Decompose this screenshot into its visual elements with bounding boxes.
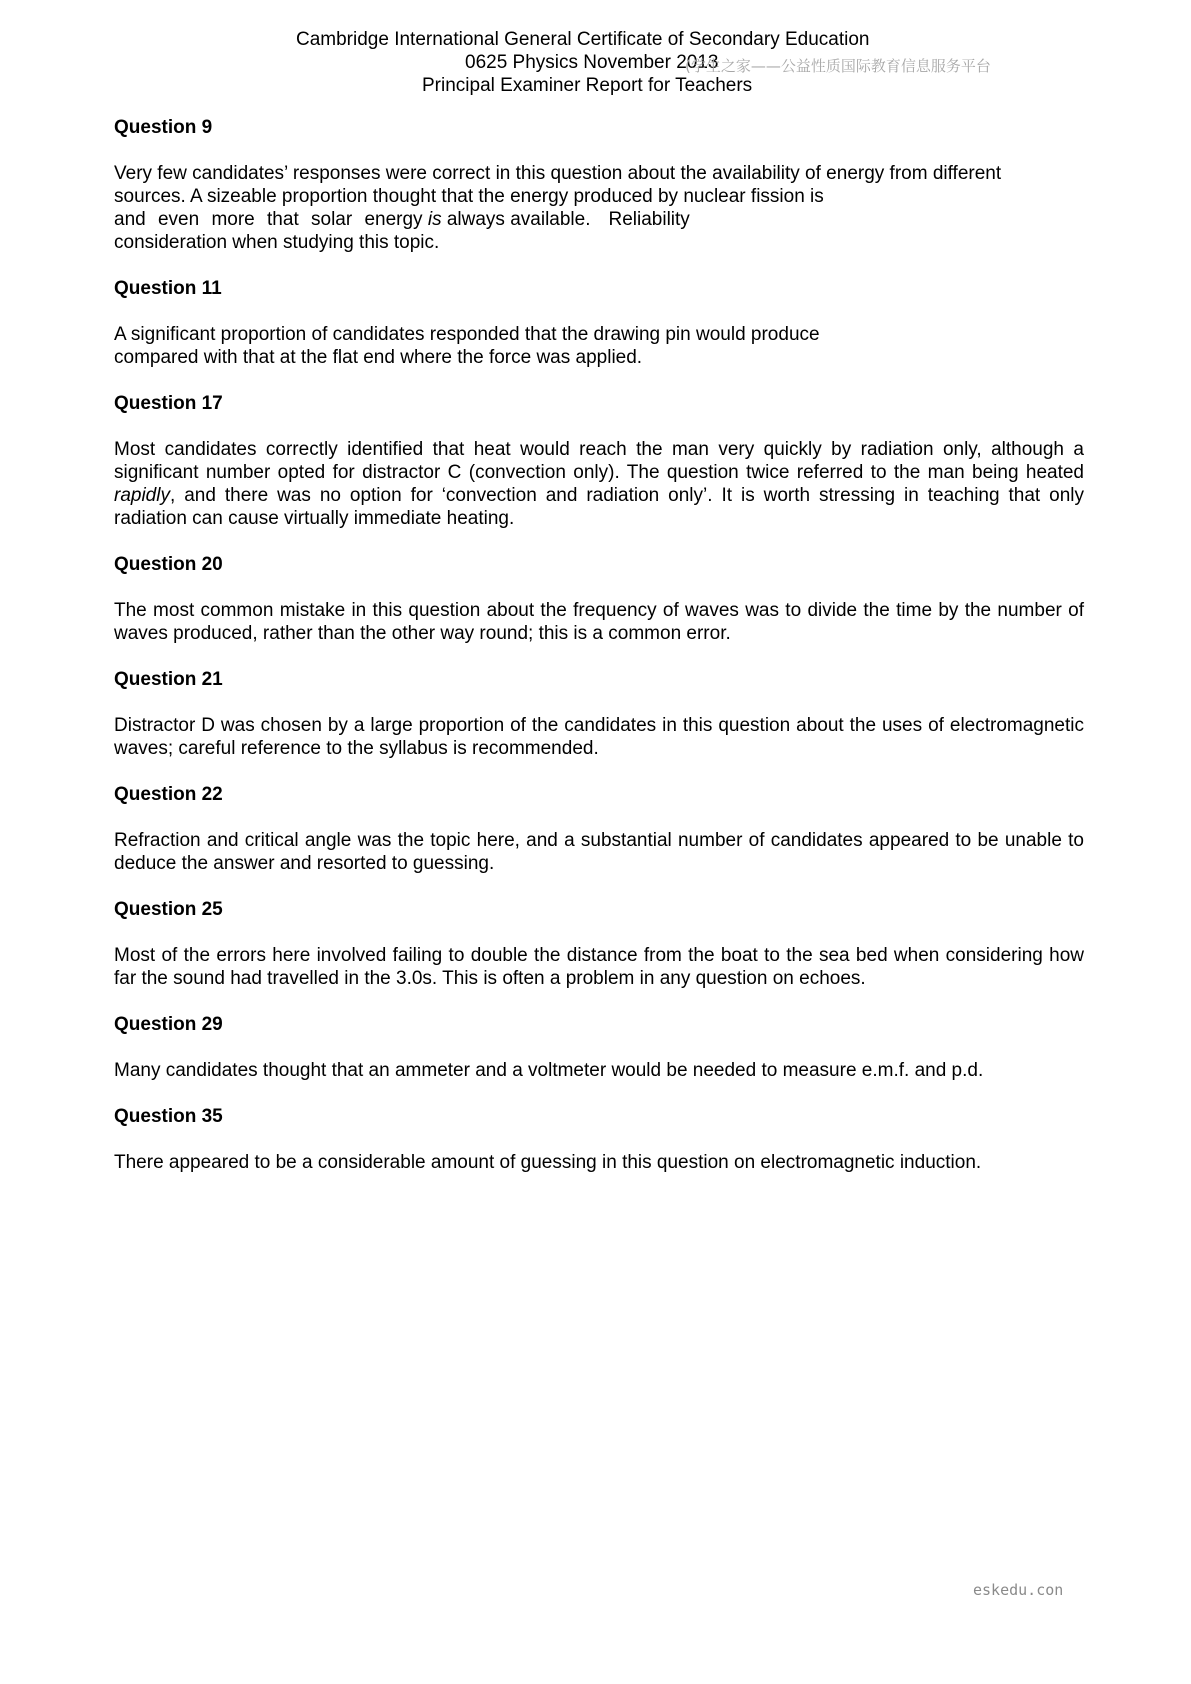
emphasis-rapidly: rapidly [114,485,170,506]
report-body [114,116,1084,1197]
question-9-section [114,116,1084,254]
question-11-line-1: A significant proportion of candidates responded that the drawing pin would produce [114,324,820,345]
question-heading: Question 35 [114,1106,223,1127]
question-25-text: Most of the errors here involved failing to double the distance from the boat to the sea bed when considering how far the sound had travelled in the 3.0s. This is often a problem in any question on echoes. [114,945,1084,989]
header-report-type: Principal Examiner Report for Teachers [422,75,753,96]
watermark-text: (学生之家——公益性质国际教育信息服务平台 [685,57,991,75]
question-29-section [114,1013,1084,1082]
question-heading: Question 22 [114,784,223,805]
question-heading: Question 21 [114,669,223,690]
question-17-text [114,438,1084,530]
document-header [0,28,1191,97]
question-heading: Question 9 [114,117,213,138]
question-35-text: There appeared to be a considerable amount of guessing in this question on electromagnetic induction. [114,1152,982,1173]
question-9-line-3 [114,208,1084,231]
question-11-section [114,277,1084,369]
question-21-section [114,668,1084,760]
question-21-text: Distractor D was chosen by a large proportion of the candidates in this question about the uses of electromagnetic waves; careful reference to the syllabus is recommended. [114,715,1084,759]
question-9-line-3-a: and even more that solar energy [114,209,423,230]
question-22-text: Refraction and critical angle was the topic here, and a substantial number of candidates appeared to be unable to deduce the answer and resorted to guessing. [114,830,1084,874]
question-11-line-2: compared with that at the flat end where the force was applied. [114,347,643,368]
question-22-section [114,783,1084,875]
question-9-line-2: sources. A sizeable proportion thought that the energy produced by nuclear fission is [114,186,824,207]
question-9-line-4: consideration when studying this topic. [114,232,440,253]
header-subject: 0625 Physics November 2013 [465,52,719,73]
question-heading: Question 20 [114,554,223,575]
question-35-section [114,1105,1084,1174]
question-25-section [114,898,1084,990]
question-heading: Question 17 [114,393,223,414]
question-17-text-b: , and there was no option for ‘convection and radiation only’. It is worth stressing in teaching that only radiation can cause virtually immediate heating. [114,485,1084,529]
question-29-text: Many candidates thought that an ammeter and a voltmeter would be needed to measure e.m.f. and p.d. [114,1060,984,1081]
question-17-text-a: Most candidates correctly identified that heat would reach the man very quickly by radiation only, although a significant number opted for distractor C (convection only). The question twice referred to the man being heated [114,439,1084,483]
question-20-text: The most common mistake in this question about the frequency of waves was to divide the time by the number of waves produced, rather than the other way round; this is a common error. [114,600,1084,644]
header-title: Cambridge International General Certificate of Secondary Education [296,29,870,50]
question-heading: Question 11 [114,278,222,299]
question-20-section [114,553,1084,645]
question-17-section [114,392,1084,530]
question-heading: Question 25 [114,899,223,920]
question-9-line-3-b: always available. [446,209,591,230]
footer-watermark: eskedu.con [973,1581,1064,1599]
question-9-line-3-c: Reliability [608,209,690,230]
question-9-line-1: Very few candidates’ responses were correct in this question about the availability of energy from different [114,163,1002,184]
question-heading: Question 29 [114,1014,223,1035]
emphasis-is: is [427,209,442,230]
